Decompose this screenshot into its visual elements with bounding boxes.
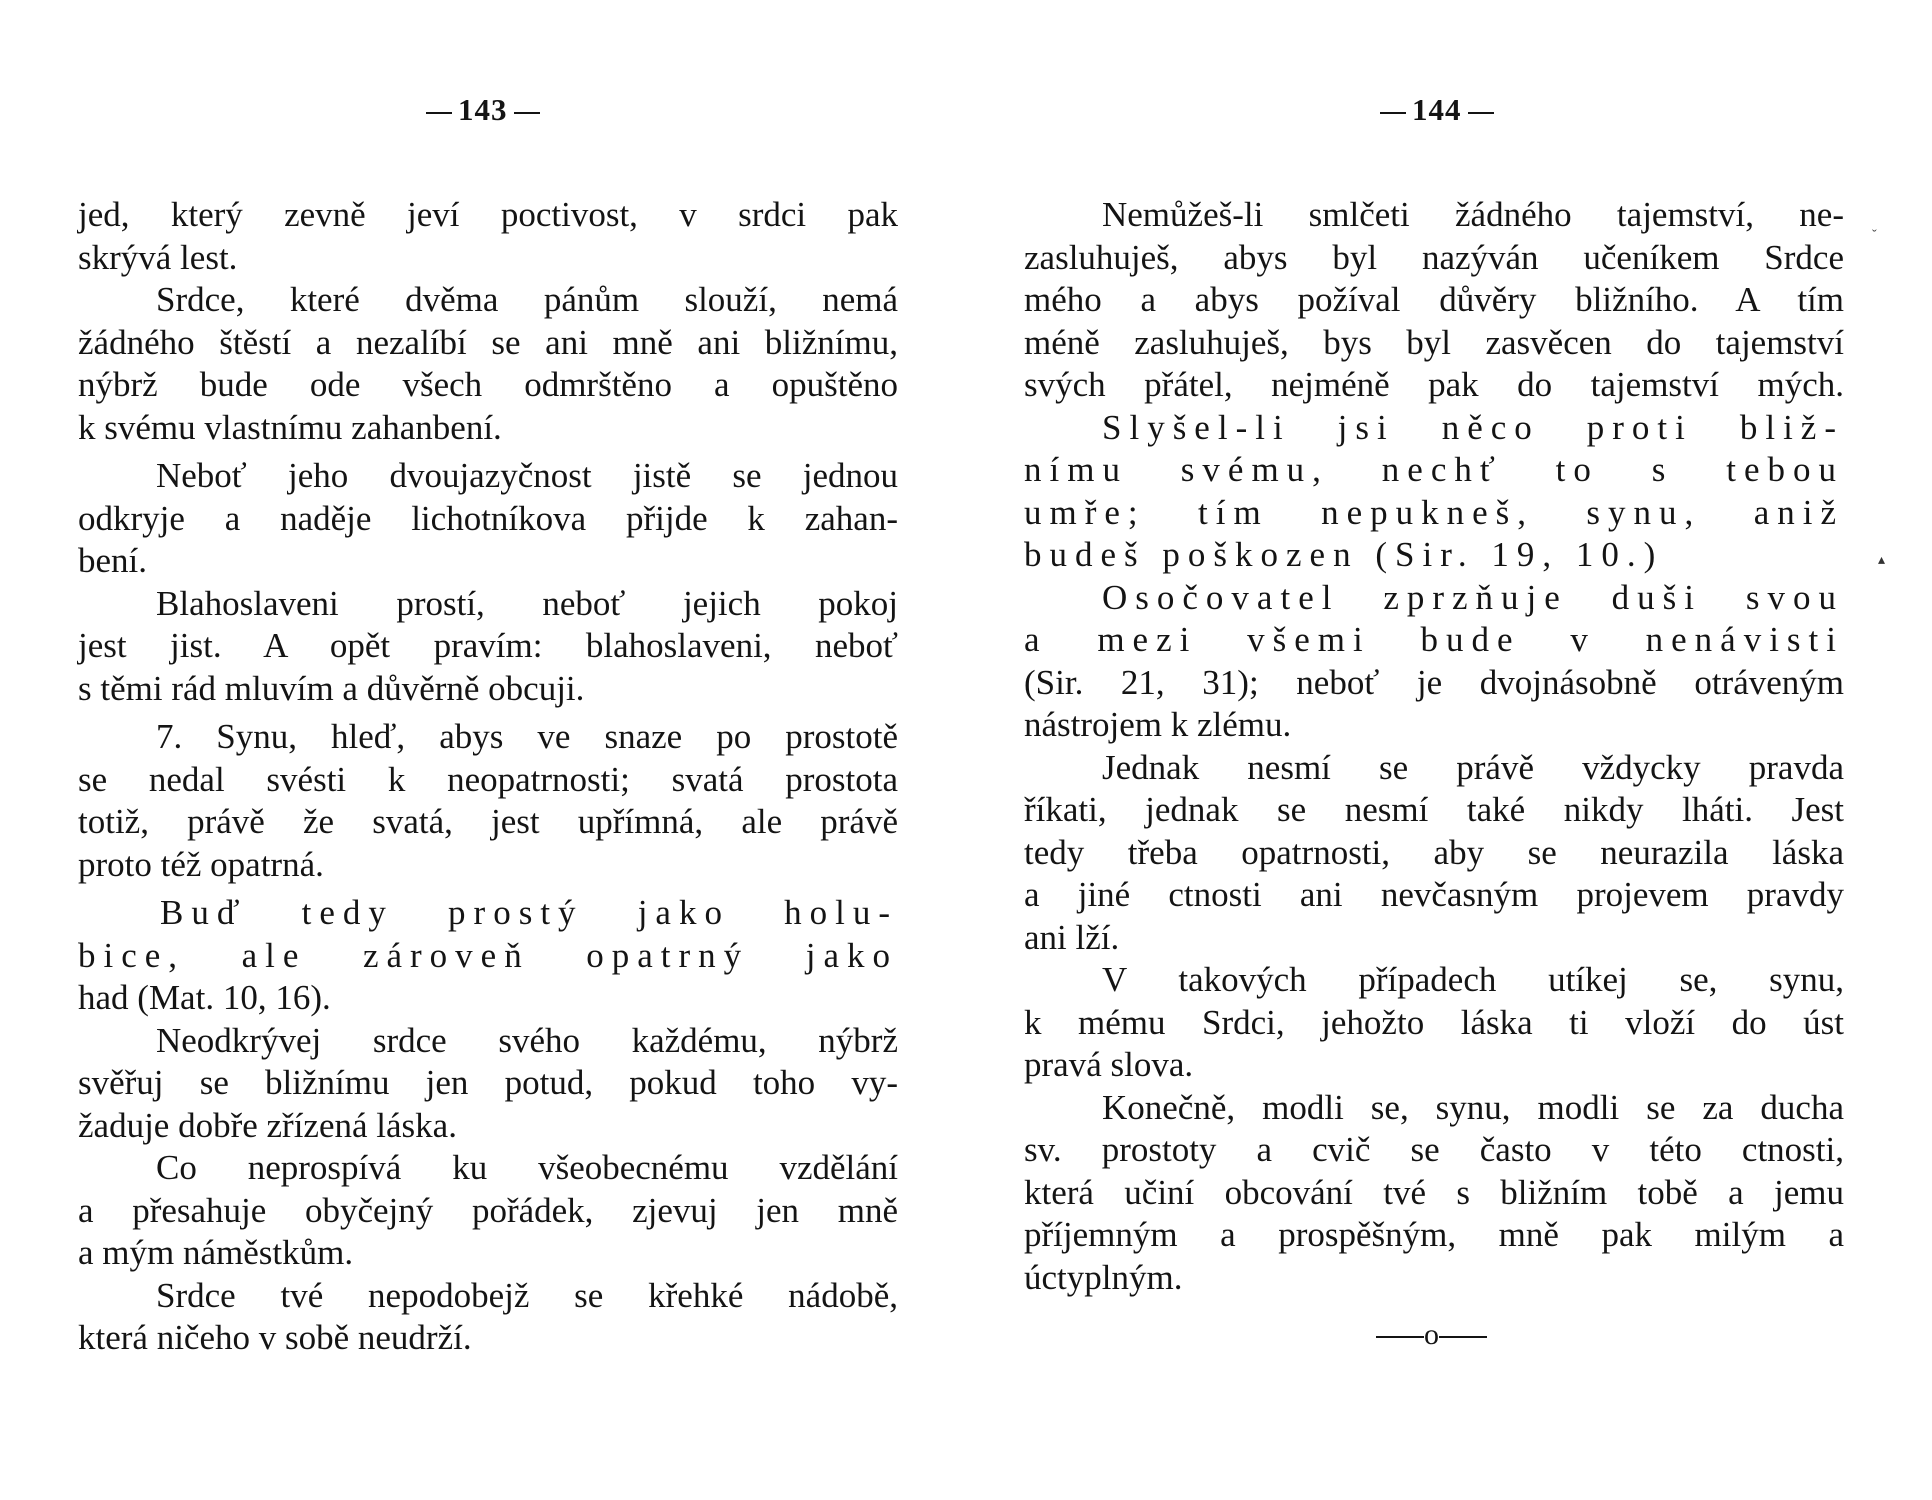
text-line: Slyšel-li jsi něco proti bliž- (1102, 407, 1844, 447)
text-line: s těmi rád mluvím a důvěrně obcuji. (78, 668, 585, 708)
text-line: Osočovatel zprzňuje duši svou (1102, 577, 1844, 617)
page-number-text: 144 (1412, 92, 1462, 127)
text-line: Jednak nesmí se právě vždycky pravda (1102, 747, 1844, 787)
page-number-right (1374, 92, 1500, 128)
text-line: Srdce, které dvěma pánům slouží, nemá (156, 280, 898, 319)
print-speck: ▴ (1878, 553, 1886, 568)
text-line: V takových případech utíkej se, synu, (1102, 960, 1844, 999)
end-of-chapter-mark (1376, 1318, 1487, 1352)
end-mark-glyph: o (1424, 1318, 1439, 1351)
text-line: a mezi všemi bude v nenávisti (1024, 620, 1844, 659)
text-line: budeš poškozen (Sir. 19, 10.) (1024, 535, 1664, 574)
right-page (966, 0, 1932, 1500)
text-line: která ničeho v sobě neudrží. (78, 1318, 472, 1357)
text-line: a přesahuje obyčejný pořádek, zjevuj jen mně (78, 1190, 898, 1230)
text-line: jed, který zevně jeví poctivost, v srdci pak (78, 195, 898, 234)
text-line: totiž, právě že svatá, jest upřímná, ale právě (78, 802, 898, 841)
text-line: svěřuj se bližnímu jen potud, pokud toho vy- (78, 1063, 898, 1102)
text-line: jest jist. A opět pravím: blahoslaveni, neboť (78, 626, 898, 665)
text-line: zasluhuješ, abys byl nazýván učeníkem Srdce (1024, 237, 1844, 277)
text-line: umře; tím nepukneš, synu, aniž (1024, 492, 1844, 532)
text-line: mého a abys požíval důvěry bližního. A tím (1024, 280, 1844, 319)
text-line: nástrojem k zlému. (1024, 705, 1292, 744)
print-speck: ˇ (1872, 228, 1877, 243)
text-line: a jiné ctnosti ani nevčasným projevem pravdy (1024, 875, 1844, 914)
text-line: (Sir. 21, 31); neboť je dvojnásobně otráveným (1024, 662, 1844, 702)
rule-decoration (1376, 1336, 1424, 1338)
text-line: tedy třeba opatrnosti, aby se neurazila láska (1024, 832, 1844, 872)
text-line: odkryje a naděje lichotníkova přijde k zahan- (78, 498, 898, 538)
rule-decoration (1439, 1336, 1487, 1338)
right-text-column (1024, 194, 1844, 1299)
text-line: nýbrž bude ode všech odmrštěno a opuštěno (78, 365, 898, 404)
text-line: had (Mat. 10, 16). (78, 978, 331, 1017)
text-line: bení. (78, 541, 148, 580)
text-line: Buď tedy prostý jako holu- (160, 893, 898, 932)
text-line: 7. Synu, hleď, abys ve snaze po prostotě (156, 717, 898, 756)
text-line: svých přátel, nejméně pak do tajemství mých. (1024, 365, 1844, 404)
dash-decoration (1468, 112, 1494, 114)
text-line: žaduje dobře zřízená láska. (78, 1105, 457, 1145)
dash-decoration (426, 112, 452, 114)
dash-decoration (514, 112, 540, 114)
text-line: nímu svému, nechť to s tebou (1024, 450, 1844, 489)
text-line: příjemným a prospěšným, mně pak milým a (1024, 1215, 1844, 1254)
text-line: ani lží. (1024, 917, 1120, 957)
text-line: k svému vlastnímu zahanbení. (78, 407, 502, 447)
text-line: proto též opatrná. (78, 844, 324, 884)
text-line: bice, ale zároveň opatrný jako (78, 935, 898, 975)
text-line: a mým náměstkům. (78, 1233, 354, 1272)
text-line: říkati, jednak se nesmí také nikdy lháti. Jest (1024, 790, 1844, 829)
text-line: Blahoslaveni prostí, neboť jejich pokoj (156, 583, 898, 623)
left-text-column (78, 194, 898, 1360)
text-line: Konečně, modli se, synu, modli se za ducha (1102, 1087, 1844, 1127)
text-line: která učiní obcování tvé s bližním tobě a jemu (1024, 1172, 1844, 1212)
text-line: Neboť jeho dvoujazyčnost jistě se jednou (156, 456, 898, 495)
text-line: pravá slova. (1024, 1045, 1194, 1084)
text-line: úctyplným. (1024, 1257, 1183, 1297)
page-number-left (420, 92, 546, 128)
text-line: k mému Srdci, jehožto láska ti vloží do úst (1024, 1002, 1844, 1042)
text-line: Neodkrývej srdce svého každému, nýbrž (156, 1020, 898, 1060)
text-line: skrývá lest. (78, 237, 238, 277)
dash-decoration (1380, 112, 1406, 114)
text-line: méně zasluhuješ, bys byl zasvěcen do tajemství (1024, 322, 1844, 362)
page-number-text: 143 (458, 92, 508, 127)
text-line: sv. prostoty a cvič se často v této ctnosti, (1024, 1130, 1844, 1169)
text-line: Co neprospívá ku všeobecnému vzdělání (156, 1148, 898, 1187)
text-line: se nedal svésti k neopatrnosti; svatá prostota (78, 759, 898, 799)
text-line: žádného štěstí a nezalíbí se ani mně ani bližnímu, (78, 322, 898, 362)
text-line: Srdce tvé nepodobejž se křehké nádobě, (156, 1275, 898, 1315)
text-line: Nemůžeš-li smlčeti žádného tajemství, ne- (1102, 195, 1844, 234)
